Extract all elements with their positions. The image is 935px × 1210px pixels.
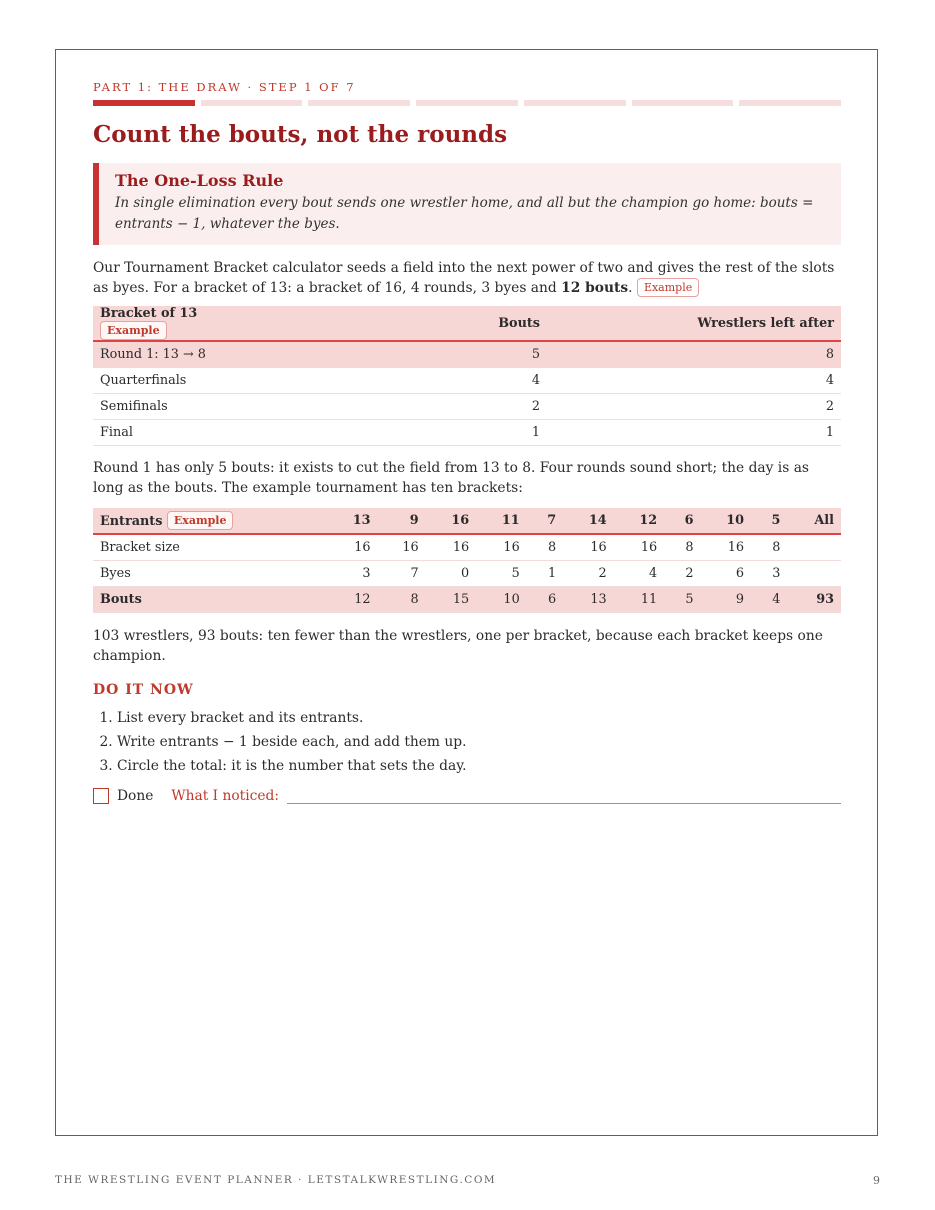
example-badge: Example [167,511,234,530]
progress-segment [416,100,518,106]
entrants-value: 13 [327,508,378,534]
intro-punct: . [628,280,633,296]
entrants-value: 10 [701,508,752,534]
table-row [93,368,841,394]
progress-segment [93,100,195,106]
empty-cell [787,534,841,561]
byes-value: 1 [527,561,563,587]
page-title: Count the bouts, not the rounds [93,121,508,148]
entrants-value: 6 [664,508,700,534]
progress-segment [201,100,303,106]
step-item: 3. Circle the total: it is the number that sets the day. [117,754,841,778]
step-kicker: PART 1: THE DRAW · STEP 1 OF 7 [93,80,356,94]
byes-value: 4 [614,561,665,587]
bouts-value: 6 [527,587,563,613]
bracket-size-value: 8 [751,534,787,561]
round-name: Round 1: 13 → 8 [93,341,233,368]
table-row [93,534,841,561]
example-badge: Example [637,278,699,297]
byes-value: 0 [426,561,477,587]
entrants-value: 14 [563,508,614,534]
example-badge: Example [100,321,167,340]
bouts-value: 5 [664,587,700,613]
byes-value: 2 [563,561,614,587]
intro-text: Our Tournament Bracket calculator seeds a field into the next power of two and gives the rest of the slots as byes. For a bracket of 13: a bracket of 16, 4 rounds, 3 byes and [93,260,835,296]
bracket-size-value: 16 [426,534,477,561]
brackets-col-label [93,508,327,534]
bouts-value: 4 [751,587,787,613]
bracket-size-value: 8 [527,534,563,561]
step-progress-bar [93,100,841,106]
table-row [93,341,841,368]
intro-bold: 12 bouts [561,280,629,296]
bouts-value: 11 [614,587,665,613]
table-row [93,561,841,587]
done-checkbox[interactable] [93,788,109,804]
empty-cell [787,561,841,587]
brackets-col-label-text: Entrants [100,514,163,529]
rounds-paragraph: Round 1 has only 5 bouts: it exists to cut the field from 13 to 8. Four rounds sound short; the day is as long as the bouts. The example tournament has ten brackets: [93,460,809,496]
bouts-value: 10 [476,587,527,613]
brackets-table [93,508,841,613]
summary-paragraph: 103 wrestlers, 93 bouts: ten fewer than the wrestlers, one per bracket, because each bracket keeps one champion. [93,628,823,664]
rounds-table [93,306,841,446]
step-item: 2. Write entrants − 1 beside each, and add them up. [117,730,841,754]
progress-segment [739,100,841,106]
bouts-value: 12 [327,587,378,613]
byes-value: 6 [701,561,752,587]
page-number: 9 [873,1174,880,1187]
footer-title: THE WRESTLING EVENT PLANNER · LETSTALKWRESTLING.COM [55,1174,497,1186]
rule-callout [93,163,841,245]
byes-value: 3 [327,561,378,587]
byes-value: 7 [378,561,426,587]
intro-paragraph [93,258,841,298]
all-col-header: All [787,508,841,534]
progress-segment [632,100,734,106]
round-name: Semifinals [93,394,233,420]
entrants-value: 9 [378,508,426,534]
progress-segment [308,100,410,106]
entrants-value: 5 [751,508,787,534]
bracket-size-value: 16 [563,534,614,561]
row-label: Byes [93,561,327,587]
round-bouts: 4 [233,368,547,394]
byes-value: 5 [476,561,527,587]
round-left: 4 [547,368,841,394]
round-bouts: 1 [233,420,547,446]
noticed-label: What I noticed: [171,788,280,804]
table-row [93,394,841,420]
bracket-size-value: 8 [664,534,700,561]
round-bouts: 5 [233,341,547,368]
row-label: Bracket size [93,534,327,561]
entrants-value: 7 [527,508,563,534]
rounds-col-bouts: Bouts [233,306,547,341]
done-label: Done [117,788,154,804]
round-left: 8 [547,341,841,368]
bracket-size-value: 16 [701,534,752,561]
bracket-size-value: 16 [327,534,378,561]
progress-segment [524,100,626,106]
round-left: 2 [547,394,841,420]
rounds-col-bracket [93,306,233,341]
row-label: Bouts [93,587,327,613]
bouts-value: 8 [378,587,426,613]
bouts-value: 9 [701,587,752,613]
callout-text: In single elimination every bout sends one wrestler home, and all but the champion go home: bouts = entrants − 1, whatever the byes. [115,195,814,232]
do-it-now-heading: DO IT NOW [93,682,194,698]
bouts-value: 15 [426,587,477,613]
round-name: Quarterfinals [93,368,233,394]
bracket-size-value: 16 [614,534,665,561]
bouts-total: 93 [787,587,841,613]
round-left: 1 [547,420,841,446]
byes-value: 2 [664,561,700,587]
round-name: Final [93,420,233,446]
noticed-input-line[interactable] [287,789,841,804]
byes-value: 3 [751,561,787,587]
entrants-value: 12 [614,508,665,534]
bouts-value: 13 [563,587,614,613]
page-content [93,79,841,806]
entrants-value: 11 [476,508,527,534]
table-row [93,587,841,613]
rounds-col-bracket-label: Bracket of 13 [100,306,198,321]
callout-title: The One-Loss Rule [115,171,284,190]
steps-list [93,706,841,778]
rounds-col-left: Wrestlers left after [547,306,841,341]
bracket-size-value: 16 [378,534,426,561]
step-item: 1. List every bracket and its entrants. [117,706,841,730]
done-row [93,786,841,806]
round-bouts: 2 [233,394,547,420]
entrants-value: 16 [426,508,477,534]
table-row [93,420,841,446]
bracket-size-value: 16 [476,534,527,561]
